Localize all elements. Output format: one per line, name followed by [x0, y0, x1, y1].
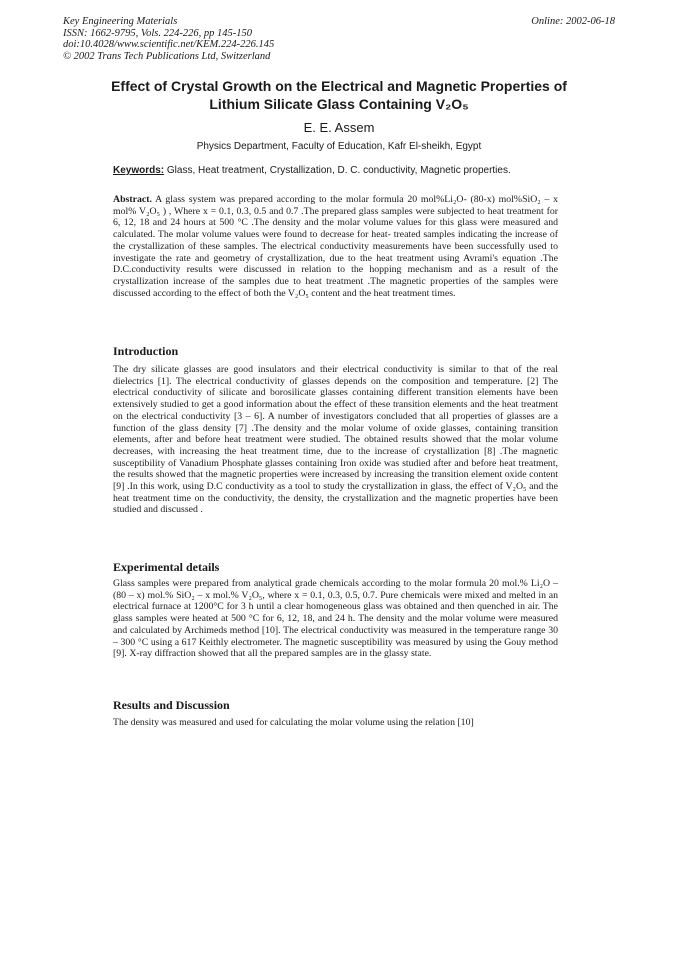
abstract-text: A glass system was prepared according to the molar formula 20 mol%Li₂O- (80-x) mol%SiO₂ – x mol% V₂O₅ ) , Where x = 0.1, 0.3, 0.5 and 0.7 .The prepared glass samples were subjected to heat treatment for 6, 12, 18 and 24 hours at 500 °C .The density and the molar volume values for this glass were measured and calculated. The molar volume values were found to decrease for heat- treated samples indicating the increase of the crystallization of these samples. The electrical conductivity measurements have been successfully used to investigate the rate and geometry of crystallization, due to the heat treatment using Avrami's equation .The D.C.conductivity results were discussed in relation to the hopping mechanism and as a result of the crystallization increase of the samples due to heat treatment .The magnetic properties of the samples were discussed according to the effect of both the V₂O₅ content and the heat treatment times. — [113, 194, 558, 299]
section-heading-experimental: Experimental details — [113, 560, 220, 574]
online-date-text: Online: 2002-06-18 — [531, 16, 615, 27]
journal-name: Key Engineering Materials — [63, 16, 178, 27]
online-date — [531, 16, 615, 28]
section-heading-results: Results and Discussion — [113, 698, 230, 712]
paper-title: Effect of Crystal Growth on the Electrical and Magnetic Properties of Lithium Silicate Glass Containing V₂O₅ — [111, 78, 567, 112]
issn-line: ISSN: 1662-9795, Vols. 224-226, pp 145-150 — [63, 27, 252, 39]
keywords — [113, 165, 511, 176]
section-heading-introduction: Introduction — [113, 344, 179, 358]
abstract-label: Abstract. — [113, 194, 152, 205]
doi-line: doi:10.4028/www.scientific.net/KEM.224-226.145 — [63, 39, 275, 51]
author-name: E. E. Assem — [303, 120, 375, 135]
keywords-label: Keywords: — [113, 165, 165, 176]
author-affiliation: Physics Department, Faculty of Education, Kafr El-sheikh, Egypt — [196, 141, 482, 152]
keywords-text: Glass, Heat treatment, Crystallization, D. C. conductivity, Magnetic properties. — [166, 165, 511, 176]
introduction-text: The dry silicate glasses are good insulators and their electrical conductivity is similar to that of the real dielectrics [1]. The electrical conductivity of glasses depends on the composition and temperature. [2] The electrical conductivity of silicate and borosilicate glasses containing different transition elements have been extensively studied to get a good information about the effect of these transition elements and the heat treatment on the electrical conductivity [3 – 6]. A number of investigators concluded that all properties of glasses are a function of the glass density [7] .The density and the molar volume of oxide glasses, containing transition elements, after and before heat treatment were studied. The obtained results showed that the molar volume decreases, with increasing the heat treatment time, due to the increase of crystallization [8] .The magnetic susceptibility of Vanadium Phosphate glasses containing Iron oxide was studied after and before heat treatment, the results showed that the magnetic properties were increased by increasing the transition element oxide content [9] .In this work, using D.C conductivity as a tool to study the crystallization in glass, the effect of V₂O₅ and the heat treatment time on the conductivity, the density, the crystallization and the magnetic properties have been studied and discussed . — [113, 364, 558, 516]
abstract — [113, 194, 558, 299]
journal-header — [63, 16, 274, 62]
copyright-line: © 2002 Trans Tech Publications Ltd, Switzerland — [63, 50, 271, 62]
results-text: The density was measured and used for calculating the molar volume using the relation [10] — [113, 717, 474, 728]
experimental-text: Glass samples were prepared from analytical grade chemicals according to the molar formula 20 mol.% Li₂O – (80 – x) mol.% SiO₂ – x mol.% V₂O₅, where x = 0.1, 0.3, 0.5, 0.7. Pure chemicals were mixed and melted in an electrical furnace at 1200°C for 3 h until a clear homogeneous glass was obtained and then quenched in air. The glass samples were heated at 500 °C for 6, 12, 18, and 24 h. The density and the molar volume were measured and calculated by Archimeds method [10]. The electrical conductivity was measured in the temperature range 30 – 300 °C using a 617 Keithly electrometer. The magnetic susceptibility was measured by using the Gouy method [9]. X-ray diffraction showed that all the prepared samples are in the glassy state. — [113, 578, 558, 660]
